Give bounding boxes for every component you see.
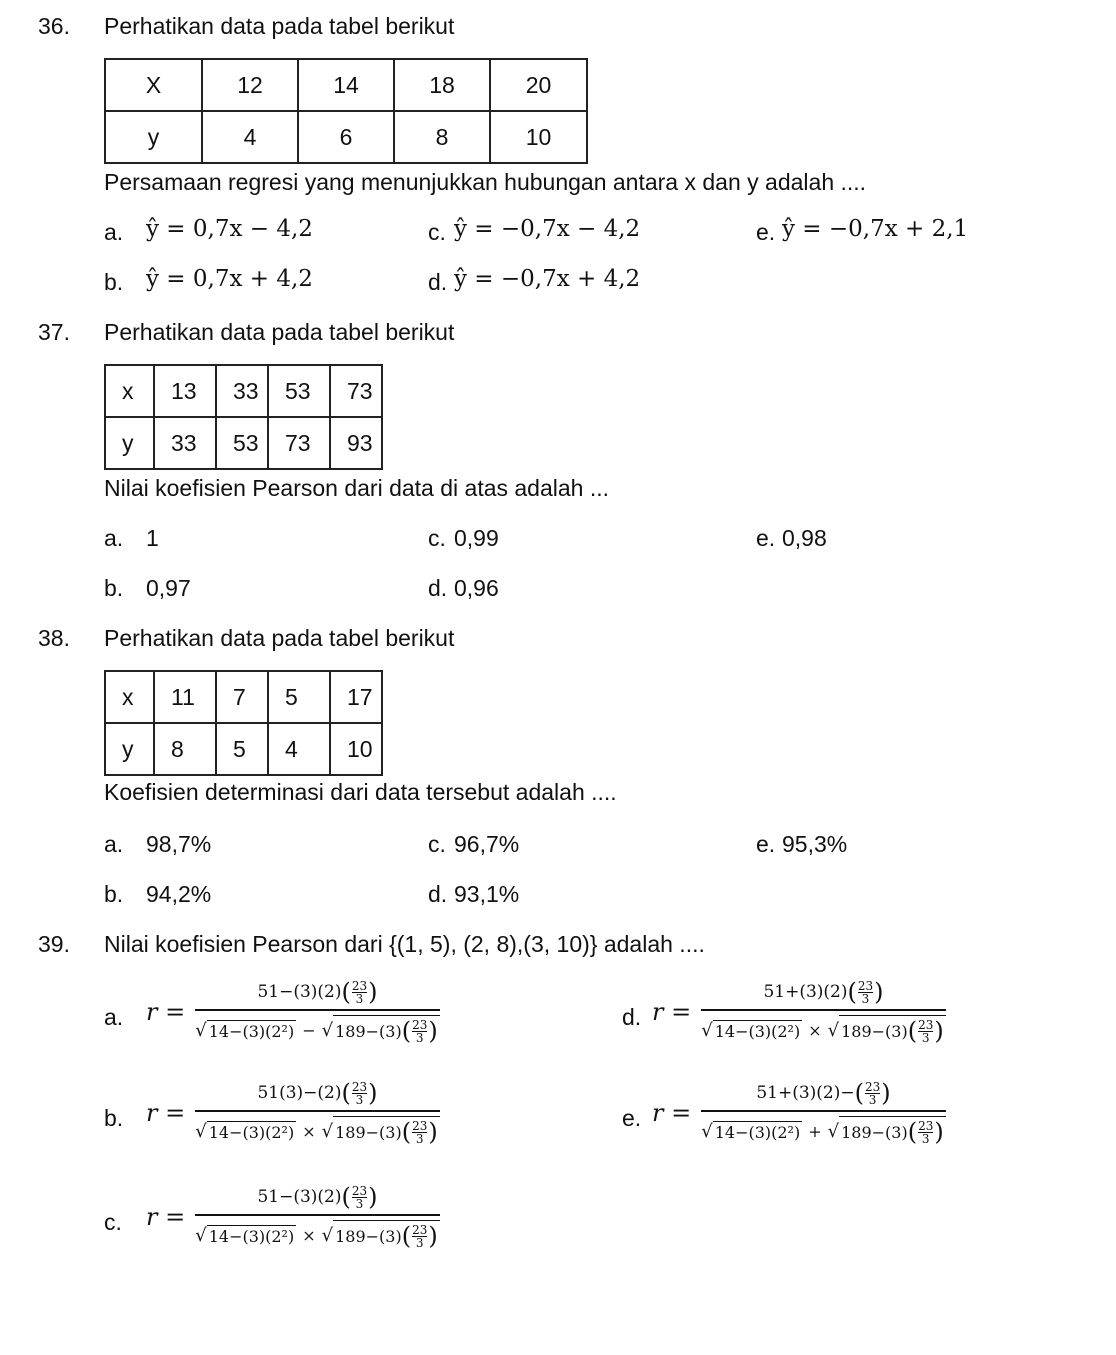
formula-numerator <box>253 1079 381 1110</box>
radicand-right-text: 189−(3) <box>335 1122 402 1142</box>
formula-fraction <box>701 978 946 1045</box>
q36-option-c-label: c. <box>428 219 446 245</box>
q36-title: Perhatikan data pada tabel berikut <box>104 13 455 39</box>
q39-number: 39. <box>38 931 70 957</box>
paren-open: ( <box>907 1017 918 1045</box>
q39-option-e-label: e. <box>622 1105 642 1131</box>
q36-option-a-label: a. <box>104 219 124 245</box>
q38-option-d[interactable]: 93,1% <box>454 881 520 907</box>
sqrt-icon: √ <box>701 1120 713 1142</box>
formula-fraction <box>195 1079 440 1146</box>
formula-fraction <box>195 1183 440 1250</box>
paren-open: ( <box>401 1222 412 1250</box>
numerator-text: 51−(3)(2) <box>257 1187 342 1207</box>
mini-fraction-top: 23 <box>412 1222 428 1237</box>
formula-lhs: r = <box>146 997 186 1026</box>
q38-option-b[interactable]: 94,2% <box>146 881 212 907</box>
mini-fraction <box>858 980 873 1005</box>
q38-option-d-label: d. <box>428 881 448 907</box>
paren-open: ( <box>401 1017 412 1045</box>
mini-fraction-top: 23 <box>351 1079 368 1094</box>
q37-number: 37. <box>38 319 70 345</box>
q39-question: Nilai koefisien Pearson dari {(1, 5), (2, 8),(3, 10)} adalah .... <box>104 931 705 957</box>
radicand-right <box>333 1116 440 1146</box>
mini-fraction <box>352 1081 367 1106</box>
denominator-operator: + <box>808 1121 822 1141</box>
table-cell: 18 <box>394 59 490 111</box>
q36-option-a[interactable]: ŷ = 0,7x − 4,2 <box>146 216 313 242</box>
mini-fraction-top: 23 <box>918 1017 934 1032</box>
radicand-left: 14−(3)(2²) <box>208 1021 295 1041</box>
sqrt-icon: √ <box>321 1224 334 1246</box>
mini-fraction <box>865 1081 880 1106</box>
paren-close: ) <box>428 1118 438 1146</box>
mini-fraction-top: 23 <box>918 1118 934 1133</box>
mini-fraction <box>412 1019 427 1044</box>
q37-option-b-label: b. <box>104 575 124 601</box>
mini-fraction <box>918 1019 933 1044</box>
table-cell: 20 <box>490 59 587 111</box>
table-cell: 5 <box>268 671 330 723</box>
formula-lhs: r = <box>652 997 692 1026</box>
table-cell: 13 <box>154 365 216 417</box>
table-cell: 12 <box>202 59 298 111</box>
q39-option-a-label: a. <box>104 1004 124 1030</box>
q38-question: Koefisien determinasi dari data tersebut adalah .... <box>104 779 617 805</box>
sqrt-icon: √ <box>827 1120 840 1142</box>
q36-table <box>104 58 588 164</box>
mini-fraction-top: 23 <box>412 1017 428 1032</box>
q39-option-d[interactable] <box>652 978 946 1045</box>
radicand-right <box>333 1015 440 1045</box>
table-cell: 4 <box>268 723 330 775</box>
q37-option-a-label: a. <box>104 525 124 551</box>
paren-close: ) <box>874 978 884 1006</box>
table-cell: X <box>105 59 202 111</box>
q37-option-e[interactable]: 0,98 <box>782 525 827 551</box>
mini-fraction-bottom: 3 <box>355 1196 364 1211</box>
q38-option-c-label: c. <box>428 831 446 857</box>
numerator-text: 51(3)−(2) <box>257 1083 342 1103</box>
q39-option-e[interactable] <box>652 1079 946 1146</box>
q37-option-b[interactable]: 0,97 <box>146 575 191 601</box>
mini-fraction-top: 23 <box>412 1118 428 1133</box>
paren-open: ( <box>341 1079 351 1107</box>
radicand-right-text: 189−(3) <box>841 1021 908 1041</box>
paren-close: ) <box>368 1183 378 1211</box>
formula-fraction <box>701 1079 946 1146</box>
q38-title: Perhatikan data pada tabel berikut <box>104 625 455 651</box>
q38-table <box>104 670 383 776</box>
paren-close: ) <box>368 978 378 1006</box>
numerator-text: 51−(3)(2) <box>257 982 342 1002</box>
paren-open: ( <box>847 978 857 1006</box>
mini-fraction <box>352 980 367 1005</box>
sqrt-icon: √ <box>195 1120 207 1142</box>
table-cell: y <box>105 111 202 163</box>
mini-fraction-bottom: 3 <box>355 991 364 1006</box>
q36-option-b[interactable]: ŷ = 0,7x + 4,2 <box>146 266 313 292</box>
formula-denominator <box>195 1112 440 1146</box>
numerator-text: 51+(3)(2)− <box>756 1083 855 1103</box>
q36-option-e[interactable]: ŷ = −0,7x + 2,1 <box>782 216 969 242</box>
q38-number: 38. <box>38 625 70 651</box>
radicand-left: 14−(3)(2²) <box>208 1122 295 1142</box>
q37-option-d-label: d. <box>428 575 448 601</box>
formula-lhs: r = <box>652 1098 692 1127</box>
q37-option-d[interactable]: 0,96 <box>454 575 499 601</box>
sqrt-icon: √ <box>195 1019 207 1041</box>
q38-option-e-label: e. <box>756 831 776 857</box>
table-cell: 10 <box>330 723 382 775</box>
q38-option-b-label: b. <box>104 881 124 907</box>
formula-denominator <box>195 1216 440 1250</box>
paren-open: ( <box>401 1118 412 1146</box>
table-cell: y <box>105 723 154 775</box>
q37-option-e-label: e. <box>756 525 776 551</box>
table-cell: 17 <box>330 671 382 723</box>
sqrt-icon: √ <box>321 1120 334 1142</box>
q38-option-c[interactable]: 96,7% <box>454 831 520 857</box>
paren-open: ( <box>854 1079 864 1107</box>
radicand-right <box>839 1015 946 1045</box>
q37-table <box>104 364 383 470</box>
table-cell: 8 <box>394 111 490 163</box>
paren-close: ) <box>428 1017 438 1045</box>
table-cell: 53 <box>268 365 330 417</box>
q36-question: Persamaan regresi yang menunjukkan hubungan antara x dan y adalah .... <box>104 169 867 195</box>
formula-numerator <box>759 978 887 1009</box>
sqrt-icon: √ <box>195 1224 207 1246</box>
table-cell: 11 <box>154 671 216 723</box>
formula-numerator <box>253 1183 381 1214</box>
sqrt-icon: √ <box>321 1019 334 1041</box>
q37-question: Nilai koefisien Pearson dari data di atas adalah ... <box>104 475 610 501</box>
q39-option-d-label: d. <box>622 1004 642 1030</box>
paren-close: ) <box>934 1017 944 1045</box>
mini-fraction-bottom: 3 <box>415 1030 424 1045</box>
mini-fraction-bottom: 3 <box>921 1131 930 1146</box>
table-cell: 33 <box>216 365 268 417</box>
q37-option-c-label: c. <box>428 525 446 551</box>
table-cell: 5 <box>216 723 268 775</box>
q37-title: Perhatikan data pada tabel berikut <box>104 319 455 345</box>
q38-option-e[interactable]: 95,3% <box>782 831 848 857</box>
denominator-operator: × <box>302 1121 316 1141</box>
table-cell: y <box>105 417 154 469</box>
formula-lhs: r = <box>146 1098 186 1127</box>
mini-fraction-top: 23 <box>351 1183 368 1198</box>
radicand-right-text: 189−(3) <box>335 1021 402 1041</box>
q36-option-d-label: d. <box>428 269 448 295</box>
mini-fraction-top: 23 <box>351 978 368 993</box>
radicand-left: 14−(3)(2²) <box>714 1021 801 1041</box>
q36-number: 36. <box>38 13 70 39</box>
mini-fraction <box>412 1224 427 1249</box>
q39-option-c[interactable] <box>146 1183 440 1250</box>
q36-option-c[interactable]: ŷ = −0,7x − 4,2 <box>454 216 641 242</box>
formula-denominator <box>701 1112 946 1146</box>
paren-close: ) <box>428 1222 438 1250</box>
formula-fraction <box>195 978 440 1045</box>
formula-numerator <box>253 978 381 1009</box>
sqrt-icon: √ <box>827 1019 840 1041</box>
table-cell: 8 <box>154 723 216 775</box>
paren-close: ) <box>934 1118 944 1146</box>
mini-fraction-bottom: 3 <box>921 1030 930 1045</box>
table-cell: 14 <box>298 59 394 111</box>
q37-option-c[interactable]: 0,99 <box>454 525 499 551</box>
mini-fraction <box>918 1120 933 1145</box>
formula-denominator <box>701 1011 946 1045</box>
radicand-right-text: 189−(3) <box>841 1122 908 1142</box>
q36-option-e-label: e. <box>756 219 776 245</box>
mini-fraction-top: 23 <box>864 1079 881 1094</box>
denominator-operator: × <box>808 1020 822 1040</box>
denominator-operator: − <box>302 1020 316 1040</box>
table-cell: 33 <box>154 417 216 469</box>
mini-fraction <box>352 1185 367 1210</box>
radicand-left: 14−(3)(2²) <box>208 1226 295 1246</box>
formula-lhs: r = <box>146 1202 186 1231</box>
table-cell: 73 <box>330 365 382 417</box>
table-cell: 73 <box>268 417 330 469</box>
formula-denominator <box>195 1011 440 1045</box>
table-cell: 6 <box>298 111 394 163</box>
q39-option-a[interactable] <box>146 978 440 1045</box>
q39-option-b-label: b. <box>104 1105 124 1131</box>
paren-open: ( <box>341 1183 351 1211</box>
q38-option-a-label: a. <box>104 831 124 857</box>
radicand-right <box>333 1220 440 1250</box>
table-cell: 93 <box>330 417 382 469</box>
table-cell: 10 <box>490 111 587 163</box>
paren-open: ( <box>907 1118 918 1146</box>
paren-close: ) <box>881 1079 891 1107</box>
radicand-right <box>839 1116 946 1146</box>
table-cell: x <box>105 671 154 723</box>
q36-option-d[interactable]: ŷ = −0,7x + 4,2 <box>454 266 641 292</box>
mini-fraction-bottom: 3 <box>861 991 870 1006</box>
mini-fraction-bottom: 3 <box>415 1235 424 1250</box>
mini-fraction-bottom: 3 <box>868 1092 877 1107</box>
paren-close: ) <box>368 1079 378 1107</box>
mini-fraction <box>412 1120 427 1145</box>
radicand-right-text: 189−(3) <box>335 1226 402 1246</box>
q37-option-a[interactable]: 1 <box>146 525 159 551</box>
mini-fraction-top: 23 <box>857 978 874 993</box>
formula-numerator <box>752 1079 894 1110</box>
table-cell: 7 <box>216 671 268 723</box>
q38-option-a[interactable]: 98,7% <box>146 831 212 857</box>
table-cell: 4 <box>202 111 298 163</box>
sqrt-icon: √ <box>701 1019 713 1041</box>
paren-open: ( <box>341 978 351 1006</box>
table-cell: x <box>105 365 154 417</box>
mini-fraction-bottom: 3 <box>415 1131 424 1146</box>
q39-option-c-label: c. <box>104 1209 122 1235</box>
numerator-text: 51+(3)(2) <box>763 982 848 1002</box>
radicand-left: 14−(3)(2²) <box>714 1122 801 1142</box>
mini-fraction-bottom: 3 <box>355 1092 364 1107</box>
denominator-operator: × <box>302 1225 316 1245</box>
q36-option-b-label: b. <box>104 269 124 295</box>
q39-option-b[interactable] <box>146 1079 440 1146</box>
table-cell: 53 <box>216 417 268 469</box>
